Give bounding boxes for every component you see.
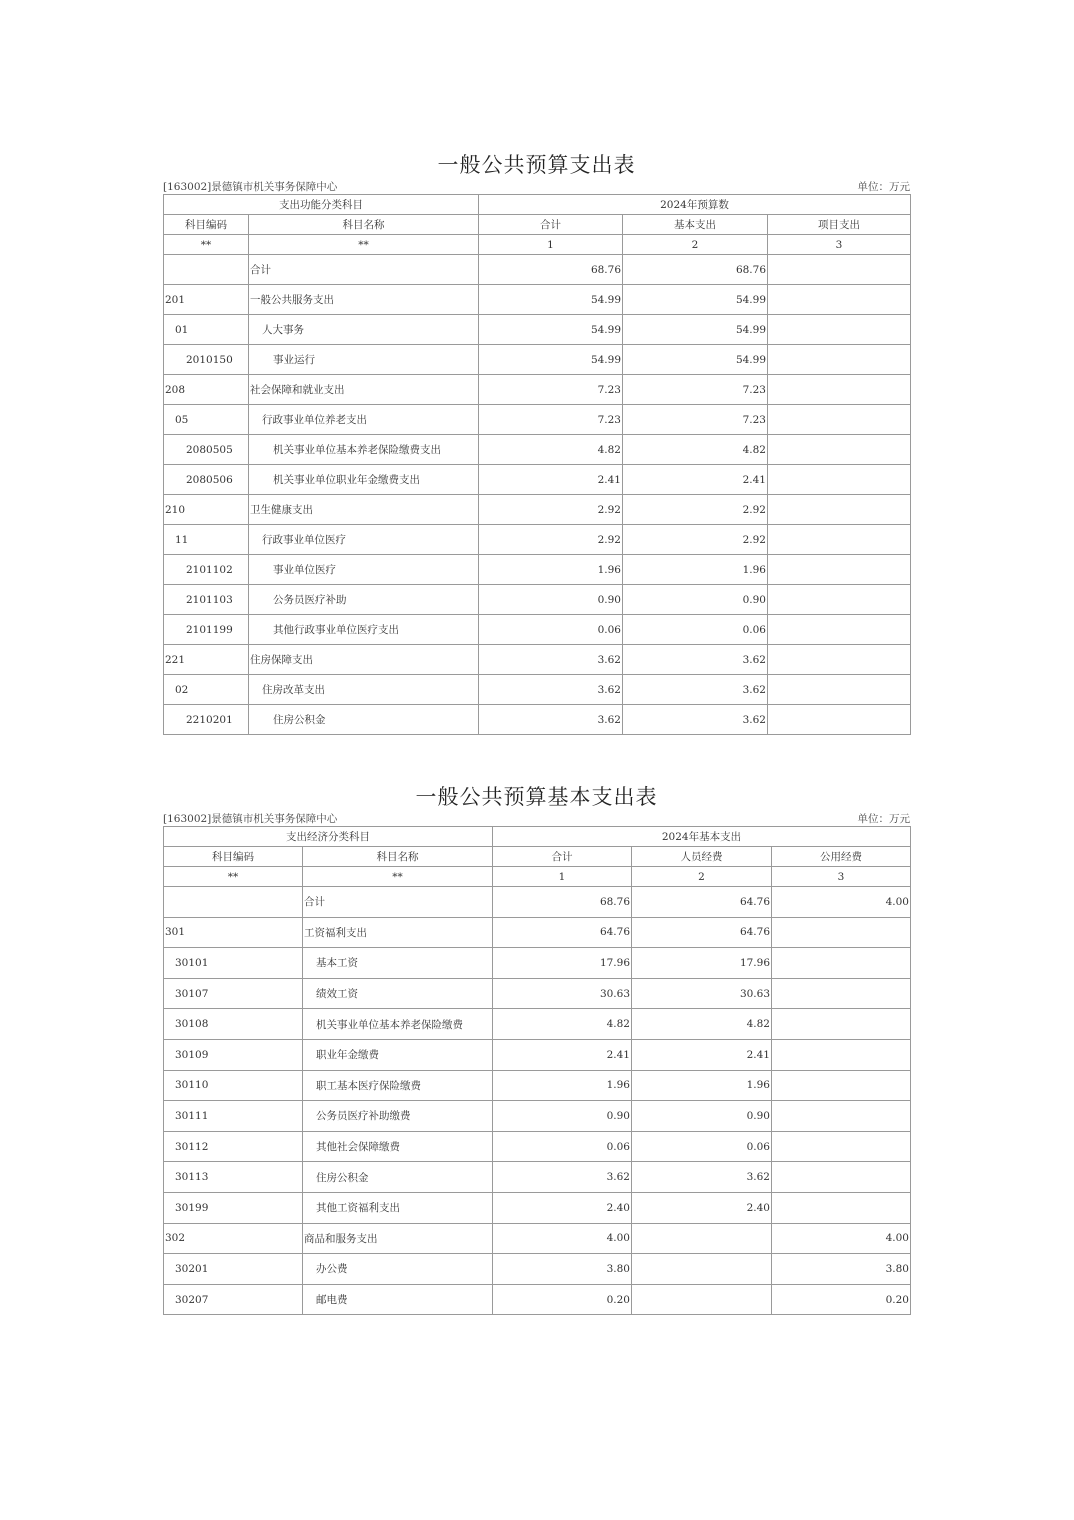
total-cell: 17.96 xyxy=(493,948,632,979)
table2-body xyxy=(164,887,911,1315)
total-cell: 2.40 xyxy=(493,1192,632,1223)
total-cell: 0.20 xyxy=(493,1284,632,1315)
table2-marker: ** xyxy=(303,867,493,887)
personnel-cost-cell xyxy=(632,1223,772,1254)
table-row xyxy=(164,345,911,375)
subject-code-cell: 2080505 xyxy=(164,435,249,465)
table-row xyxy=(164,375,911,405)
subject-name-cell: 其他行政事业单位医疗支出 xyxy=(249,615,479,645)
personnel-cost-cell: 30.63 xyxy=(632,978,772,1009)
personnel-cost-cell xyxy=(632,1284,772,1315)
total-cell: 4.82 xyxy=(493,1009,632,1040)
table2-header-personnel: 人员经费 xyxy=(632,847,772,867)
public-cost-cell: 4.00 xyxy=(772,1223,911,1254)
public-cost-cell: 0.20 xyxy=(772,1284,911,1315)
table-row xyxy=(164,1223,911,1254)
basic-expenditure-cell: 2.92 xyxy=(623,495,768,525)
table1-header-name: 科目名称 xyxy=(249,215,479,235)
personnel-cost-cell: 0.90 xyxy=(632,1101,772,1132)
table2-unit: 单位：万元 xyxy=(857,813,910,825)
subject-code-cell: 11 xyxy=(164,525,249,555)
table2-marker: 1 xyxy=(493,867,632,887)
subject-name-cell: 人大事务 xyxy=(249,315,479,345)
basic-expenditure-cell: 7.23 xyxy=(623,375,768,405)
subject-code-cell: 2101199 xyxy=(164,615,249,645)
project-expenditure-cell xyxy=(768,645,911,675)
subject-name-cell: 职业年金缴费 xyxy=(303,1039,493,1070)
subject-name-cell: 住房公积金 xyxy=(249,705,479,735)
subject-code-cell: 30207 xyxy=(164,1284,303,1315)
table1-header-basic: 基本支出 xyxy=(623,215,768,235)
project-expenditure-cell xyxy=(768,345,911,375)
total-cell: 64.76 xyxy=(493,917,632,948)
subject-code-cell: 30109 xyxy=(164,1039,303,1070)
subject-name-cell: 办公费 xyxy=(303,1254,493,1285)
subject-code-cell: 221 xyxy=(164,645,249,675)
table2-marker-row xyxy=(164,867,911,887)
total-cell: 54.99 xyxy=(479,315,623,345)
table1-marker: ** xyxy=(249,235,479,255)
personnel-cost-cell: 64.76 xyxy=(632,917,772,948)
total-cell: 3.80 xyxy=(493,1254,632,1285)
personnel-cost-cell xyxy=(632,1254,772,1285)
table-row xyxy=(164,1284,911,1315)
subject-name-cell: 事业单位医疗 xyxy=(249,555,479,585)
total-cell: 54.99 xyxy=(479,345,623,375)
table-row xyxy=(164,1009,911,1040)
subject-name-cell: 住房公积金 xyxy=(303,1162,493,1193)
project-expenditure-cell xyxy=(768,525,911,555)
table2-header-name: 科目名称 xyxy=(303,847,493,867)
table-row xyxy=(164,917,911,948)
budget-expenditure-sheet xyxy=(163,150,910,735)
project-expenditure-cell xyxy=(768,315,911,345)
public-cost-cell xyxy=(772,1070,911,1101)
subject-name-cell: 公务员医疗补助 xyxy=(249,585,479,615)
project-expenditure-cell xyxy=(768,495,911,525)
table2-marker: ** xyxy=(164,867,303,887)
table1-header-total: 合计 xyxy=(479,215,623,235)
subject-code-cell: 30101 xyxy=(164,948,303,979)
table2-header-public: 公用经费 xyxy=(772,847,911,867)
subject-name-cell: 机关事业单位基本养老保险缴费 xyxy=(303,1009,493,1040)
project-expenditure-cell xyxy=(768,705,911,735)
table2-marker: 2 xyxy=(632,867,772,887)
project-expenditure-cell xyxy=(768,615,911,645)
basic-expenditure-sheet xyxy=(163,782,910,1315)
table-row xyxy=(164,1131,911,1162)
table2-group-left: 支出经济分类科目 xyxy=(164,827,493,847)
basic-expenditure-cell: 3.62 xyxy=(623,705,768,735)
table1-marker: ** xyxy=(164,235,249,255)
subject-code-cell xyxy=(164,255,249,285)
subject-code-cell xyxy=(164,887,303,918)
table1-body xyxy=(164,255,911,735)
personnel-cost-cell: 2.41 xyxy=(632,1039,772,1070)
basic-expenditure-cell: 1.96 xyxy=(623,555,768,585)
subject-name-cell: 行政事业单位医疗 xyxy=(249,525,479,555)
table-row xyxy=(164,615,911,645)
total-cell: 2.92 xyxy=(479,495,623,525)
personnel-cost-cell: 3.62 xyxy=(632,1162,772,1193)
subject-code-cell: 30108 xyxy=(164,1009,303,1040)
total-cell: 68.76 xyxy=(493,887,632,918)
subject-name-cell: 机关事业单位职业年金缴费支出 xyxy=(249,465,479,495)
public-cost-cell xyxy=(772,1009,911,1040)
public-cost-cell xyxy=(772,948,911,979)
table-row xyxy=(164,705,911,735)
total-cell: 0.06 xyxy=(493,1131,632,1162)
public-cost-cell xyxy=(772,978,911,1009)
subject-code-cell: 210 xyxy=(164,495,249,525)
subject-name-cell: 邮电费 xyxy=(303,1284,493,1315)
subject-code-cell: 01 xyxy=(164,315,249,345)
project-expenditure-cell xyxy=(768,675,911,705)
table2-group-right: 2024年基本支出 xyxy=(493,827,911,847)
table1-group-header-row xyxy=(164,195,911,215)
table-row xyxy=(164,1101,911,1132)
table-row xyxy=(164,887,911,918)
table2-header-total: 合计 xyxy=(493,847,632,867)
table-row xyxy=(164,585,911,615)
personnel-cost-cell: 64.76 xyxy=(632,887,772,918)
public-cost-cell xyxy=(772,1192,911,1223)
table2-org: [163002]景德镇市机关事务保障中心 xyxy=(163,813,338,825)
subject-name-cell: 基本工资 xyxy=(303,948,493,979)
public-cost-cell: 4.00 xyxy=(772,887,911,918)
table1-title: 一般公共预算支出表 xyxy=(437,153,636,177)
subject-code-cell: 30113 xyxy=(164,1162,303,1193)
total-cell: 2.92 xyxy=(479,525,623,555)
subject-code-cell: 2080506 xyxy=(164,465,249,495)
table2-title: 一般公共预算基本支出表 xyxy=(415,785,658,809)
personnel-cost-cell: 2.40 xyxy=(632,1192,772,1223)
subject-code-cell: 2010150 xyxy=(164,345,249,375)
basic-expenditure-cell: 54.99 xyxy=(623,315,768,345)
subject-code-cell: 05 xyxy=(164,405,249,435)
subject-name-cell: 其他社会保障缴费 xyxy=(303,1131,493,1162)
basic-expenditure-cell: 54.99 xyxy=(623,285,768,315)
total-cell: 0.90 xyxy=(493,1101,632,1132)
subject-name-cell: 合计 xyxy=(303,887,493,918)
table-row xyxy=(164,285,911,315)
basic-expenditure-cell: 4.82 xyxy=(623,435,768,465)
total-cell: 4.82 xyxy=(479,435,623,465)
subject-code-cell: 02 xyxy=(164,675,249,705)
total-cell: 1.96 xyxy=(479,555,623,585)
subject-name-cell: 其他工资福利支出 xyxy=(303,1192,493,1223)
subject-name-cell: 住房保障支出 xyxy=(249,645,479,675)
budget-expenditure-table xyxy=(163,194,911,735)
public-cost-cell xyxy=(772,1039,911,1070)
total-cell: 7.23 xyxy=(479,405,623,435)
table-row xyxy=(164,315,911,345)
subject-name-cell: 一般公共服务支出 xyxy=(249,285,479,315)
basic-expenditure-cell: 3.62 xyxy=(623,645,768,675)
table2-column-header-row xyxy=(164,847,911,867)
basic-expenditure-cell: 0.90 xyxy=(623,585,768,615)
total-cell: 0.90 xyxy=(479,585,623,615)
table1-meta xyxy=(163,180,910,194)
total-cell: 2.41 xyxy=(493,1039,632,1070)
subject-code-cell: 30107 xyxy=(164,978,303,1009)
subject-name-cell: 绩效工资 xyxy=(303,978,493,1009)
project-expenditure-cell xyxy=(768,465,911,495)
table-row xyxy=(164,1254,911,1285)
table2-marker: 3 xyxy=(772,867,911,887)
table-row xyxy=(164,435,911,465)
public-cost-cell: 3.80 xyxy=(772,1254,911,1285)
subject-name-cell: 住房改革支出 xyxy=(249,675,479,705)
public-cost-cell xyxy=(772,1131,911,1162)
total-cell: 4.00 xyxy=(493,1223,632,1254)
table-row xyxy=(164,255,911,285)
table1-marker: 1 xyxy=(479,235,623,255)
table-row xyxy=(164,405,911,435)
total-cell: 3.62 xyxy=(479,675,623,705)
total-cell: 3.62 xyxy=(493,1162,632,1193)
project-expenditure-cell xyxy=(768,285,911,315)
table-row xyxy=(164,1039,911,1070)
public-cost-cell xyxy=(772,1162,911,1193)
subject-code-cell: 30110 xyxy=(164,1070,303,1101)
total-cell: 7.23 xyxy=(479,375,623,405)
project-expenditure-cell xyxy=(768,435,911,465)
table-row xyxy=(164,948,911,979)
table-row xyxy=(164,555,911,585)
subject-code-cell: 208 xyxy=(164,375,249,405)
personnel-cost-cell: 0.06 xyxy=(632,1131,772,1162)
project-expenditure-cell xyxy=(768,375,911,405)
total-cell: 3.62 xyxy=(479,645,623,675)
basic-expenditure-cell: 54.99 xyxy=(623,345,768,375)
subject-code-cell: 30111 xyxy=(164,1101,303,1132)
subject-name-cell: 公务员医疗补助缴费 xyxy=(303,1101,493,1132)
basic-expenditure-cell: 2.92 xyxy=(623,525,768,555)
subject-code-cell: 302 xyxy=(164,1223,303,1254)
table-row xyxy=(164,1070,911,1101)
public-cost-cell xyxy=(772,1101,911,1132)
subject-code-cell: 2101102 xyxy=(164,555,249,585)
subject-name-cell: 工资福利支出 xyxy=(303,917,493,948)
table1-marker: 3 xyxy=(768,235,911,255)
subject-name-cell: 事业运行 xyxy=(249,345,479,375)
total-cell: 0.06 xyxy=(479,615,623,645)
table-row xyxy=(164,525,911,555)
subject-code-cell: 30199 xyxy=(164,1192,303,1223)
personnel-cost-cell: 17.96 xyxy=(632,948,772,979)
table1-header-project: 项目支出 xyxy=(768,215,911,235)
project-expenditure-cell xyxy=(768,255,911,285)
subject-name-cell: 行政事业单位养老支出 xyxy=(249,405,479,435)
subject-code-cell: 301 xyxy=(164,917,303,948)
total-cell: 1.96 xyxy=(493,1070,632,1101)
table1-org: [163002]景德镇市机关事务保障中心 xyxy=(163,181,338,193)
table-row xyxy=(164,645,911,675)
table2-group-header-row xyxy=(164,827,911,847)
table1-marker: 2 xyxy=(623,235,768,255)
table-row xyxy=(164,1192,911,1223)
table1-column-header-row xyxy=(164,215,911,235)
personnel-cost-cell: 4.82 xyxy=(632,1009,772,1040)
project-expenditure-cell xyxy=(768,555,911,585)
subject-code-cell: 30112 xyxy=(164,1131,303,1162)
table-row xyxy=(164,465,911,495)
table-row xyxy=(164,1162,911,1193)
subject-code-cell: 30201 xyxy=(164,1254,303,1285)
basic-expenditure-cell: 3.62 xyxy=(623,675,768,705)
total-cell: 54.99 xyxy=(479,285,623,315)
table1-marker-row xyxy=(164,235,911,255)
table2-meta xyxy=(163,812,910,826)
total-cell: 30.63 xyxy=(493,978,632,1009)
basic-expenditure-cell: 0.06 xyxy=(623,615,768,645)
subject-code-cell: 201 xyxy=(164,285,249,315)
basic-expenditure-table xyxy=(163,826,911,1315)
subject-code-cell: 2210201 xyxy=(164,705,249,735)
subject-name-cell: 商品和服务支出 xyxy=(303,1223,493,1254)
total-cell: 3.62 xyxy=(479,705,623,735)
table-row xyxy=(164,978,911,1009)
subject-name-cell: 机关事业单位基本养老保险缴费支出 xyxy=(249,435,479,465)
basic-expenditure-cell: 2.41 xyxy=(623,465,768,495)
table1-group-right: 2024年预算数 xyxy=(479,195,911,215)
table-row xyxy=(164,675,911,705)
public-cost-cell xyxy=(772,917,911,948)
subject-code-cell: 2101103 xyxy=(164,585,249,615)
subject-name-cell: 职工基本医疗保险缴费 xyxy=(303,1070,493,1101)
table1-group-left: 支出功能分类科目 xyxy=(164,195,479,215)
table2-header-code: 科目编码 xyxy=(164,847,303,867)
table1-unit: 单位：万元 xyxy=(857,181,910,193)
subject-name-cell: 合计 xyxy=(249,255,479,285)
project-expenditure-cell xyxy=(768,405,911,435)
project-expenditure-cell xyxy=(768,585,911,615)
basic-expenditure-cell: 7.23 xyxy=(623,405,768,435)
table-row xyxy=(164,495,911,525)
table1-header-code: 科目编码 xyxy=(164,215,249,235)
personnel-cost-cell: 1.96 xyxy=(632,1070,772,1101)
basic-expenditure-cell: 68.76 xyxy=(623,255,768,285)
total-cell: 68.76 xyxy=(479,255,623,285)
subject-name-cell: 社会保障和就业支出 xyxy=(249,375,479,405)
total-cell: 2.41 xyxy=(479,465,623,495)
subject-name-cell: 卫生健康支出 xyxy=(249,495,479,525)
